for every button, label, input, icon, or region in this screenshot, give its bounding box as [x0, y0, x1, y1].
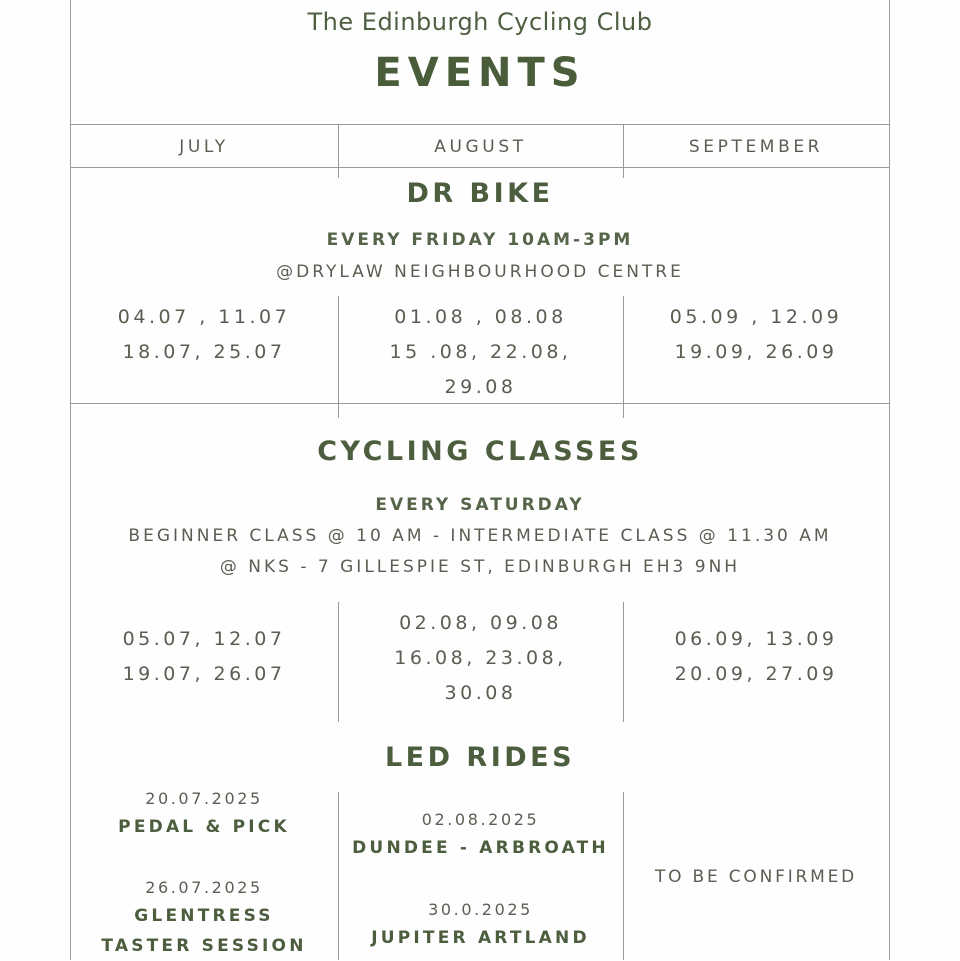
cycling-classes-location: @ NKS - 7 GILLESPIE ST, EDINBURGH EH3 9NH: [219, 557, 741, 577]
dr-bike-august-dates: [338, 300, 623, 405]
date-line: 18.07, 25.07: [122, 341, 286, 363]
september-rides-tbc: TO BE CONFIRMED: [654, 867, 858, 887]
club-name: The Edinburgh Cycling Club: [307, 8, 653, 36]
cycling-classes-times: BEGINNER CLASS @ 10 AM - INTERMEDIATE CLASS @ 11.30 AM: [128, 526, 832, 546]
classes-july-dates: [70, 622, 338, 692]
month-row-bottom-line: [70, 167, 890, 168]
month-august: AUGUST: [434, 137, 527, 157]
month-september: SEPTEMBER: [688, 137, 824, 157]
ride-name: DUNDEE - ARBROATH: [352, 838, 609, 858]
section-divider: [70, 403, 890, 404]
dr-bike-july-dates: [70, 300, 338, 370]
ride-date: 20.07.2025: [145, 789, 263, 808]
ride-name-line-2: TASTER SESSION: [101, 936, 307, 956]
date-line: 02.08, 09.08: [399, 612, 562, 634]
classes-august-dates: [338, 606, 623, 711]
date-line: 30.08: [444, 682, 517, 704]
ride-name: GLENTRESS: [134, 906, 274, 926]
led-rides-heading: LED RIDES: [384, 742, 576, 773]
date-line: 16.08, 23.08,: [394, 647, 567, 669]
ride-date: 26.07.2025: [145, 878, 263, 897]
date-line: 19.07, 26.07: [122, 663, 286, 685]
date-line: 05.09 , 12.09: [669, 306, 843, 328]
date-line: 15 .08, 22.08,: [389, 341, 572, 363]
date-line: 05.07, 12.07: [122, 628, 286, 650]
cycling-classes-heading: CYCLING CLASSES: [317, 436, 643, 467]
classes-september-dates: [623, 622, 889, 692]
cycling-classes-schedule: EVERY SATURDAY: [375, 495, 585, 515]
month-row-top-line: [70, 124, 890, 125]
dr-bike-september-dates: [623, 300, 889, 370]
ride-date: 02.08.2025: [421, 810, 540, 829]
ride-name: PEDAL & PICK: [118, 817, 290, 837]
ride-date: 30.0.2025: [428, 900, 533, 919]
right-border: [889, 0, 890, 960]
date-line: 06.09, 13.09: [674, 628, 838, 650]
dr-bike-location: @DRYLAW NEIGHBOURHOOD CENTRE: [276, 262, 684, 282]
page-title: EVENTS: [374, 50, 586, 96]
date-line: 29.08: [444, 376, 517, 398]
date-line: 20.09, 27.09: [674, 663, 838, 685]
date-line: 19.09, 26.09: [674, 341, 838, 363]
dr-bike-heading: DR BIKE: [406, 178, 554, 209]
date-line: 01.08 , 08.08: [394, 306, 567, 328]
dr-bike-schedule: EVERY FRIDAY 10AM-3PM: [326, 230, 634, 250]
month-july: JULY: [179, 137, 229, 157]
ride-name: JUPITER ARTLAND: [371, 928, 590, 948]
date-line: 04.07 , 11.07: [117, 306, 291, 328]
